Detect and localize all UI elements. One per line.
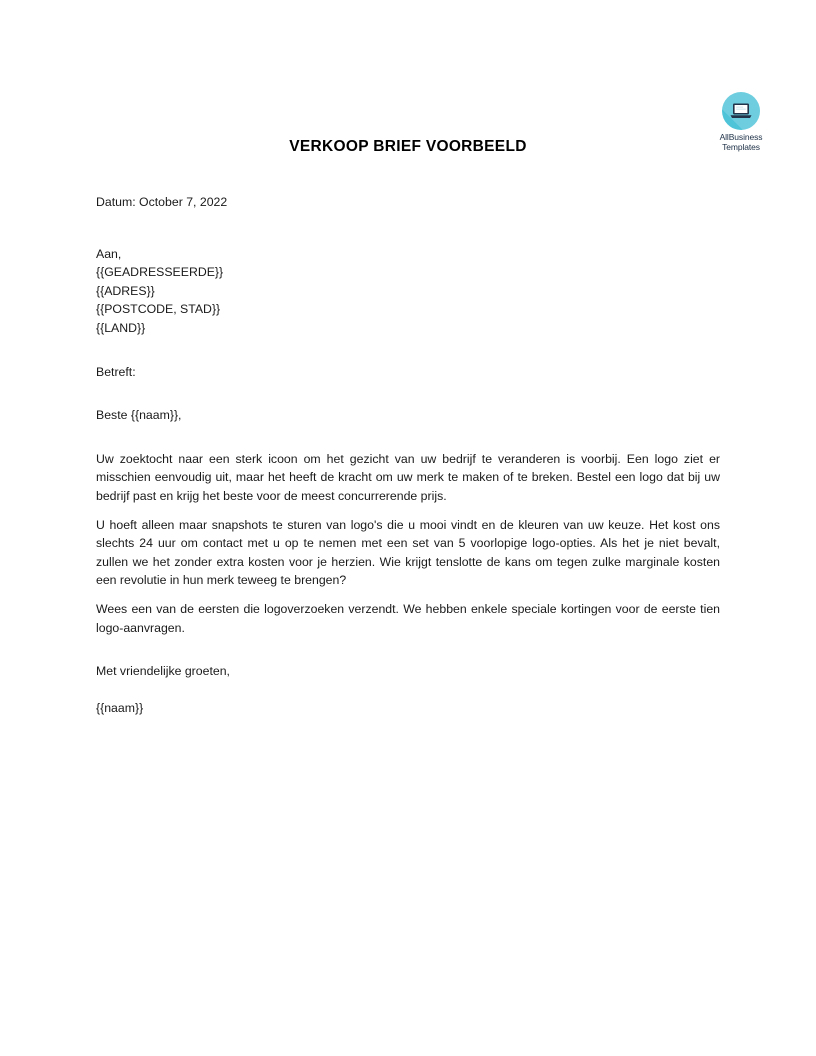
- spacer: [96, 637, 720, 662]
- closing-line: Met vriendelijke groeten,: [96, 664, 230, 679]
- body-paragraph-3: Wees een van de eersten die logoverzoeken verzendt. We hebben enkele speciale kortingen voor de eerste tien logo-aanvragen.: [96, 601, 720, 635]
- letter-body: [96, 193, 720, 717]
- brand-name-line1: AllBusiness: [719, 132, 763, 142]
- recipient-header: Aan,: [96, 246, 122, 261]
- subject-label: Betreft:: [96, 364, 136, 379]
- spacer: [96, 381, 720, 406]
- brand-name-line2: Templates: [722, 142, 760, 152]
- logo-circle-badge: [722, 92, 760, 130]
- spacer: [96, 425, 720, 450]
- spacer: [96, 212, 720, 245]
- body-paragraph-2: U hoeft alleen maar snapshots te sturen van logo's die u mooi vindt en de kleuren van uw keuze. Het kost ons slechts 24 uur om contact met u op te nemen met een set van 5 voorlopige logo-opties. Als het je niet bevalt, zullen we het zonder extra kosten voor je herzien. Wie krijgt tenslotte de kans om tegen zulke marginale kosten een revolutie in hun merk teweeg te brengen?: [96, 517, 720, 588]
- spacer: [96, 338, 720, 363]
- recipient-line-1: {{GEADRESSEERDE}}: [96, 265, 224, 280]
- recipient-line-2: {{ADRES}}: [96, 283, 155, 298]
- date-line: Datum: October 7, 2022: [96, 195, 228, 209]
- laptop-icon: [729, 102, 753, 120]
- page-title: VERKOOP BRIEF VOORBEELD: [289, 138, 527, 155]
- recipient-line-3: {{POSTCODE, STAD}}: [96, 302, 221, 317]
- spacer: [96, 681, 720, 699]
- body-paragraph-1: Uw zoektocht naar een sterk icoon om het gezicht van uw bedrijf te veranderen is voorbij. Een logo ziet er misschien eenvoudig uit, maar het heeft de kracht om uw merk te maken of te breken. Bestel een logo dat bij uw bedrijf past en krijg het beste voor de meest concurrerende prijs.: [96, 451, 720, 503]
- greeting-line: Beste {{naam}},: [96, 408, 182, 423]
- signature-line: {{naam}}: [96, 700, 144, 715]
- recipient-line-4: {{LAND}}: [96, 320, 146, 335]
